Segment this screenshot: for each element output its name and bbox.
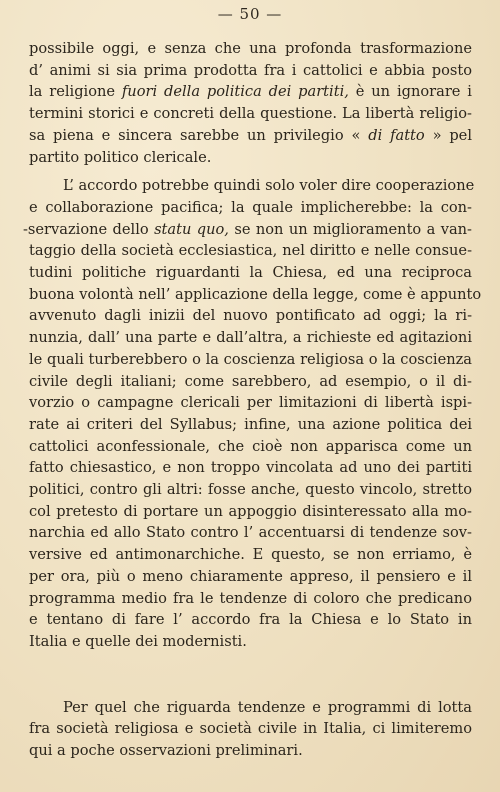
text-run: partito politico clericale. xyxy=(29,148,212,166)
text-run: possibile oggi, e senza che una profonda trasformazione xyxy=(29,40,472,57)
text-run: d’ animi si sia prima prodotta fra i cattolici e abbia posto xyxy=(29,61,472,79)
text-line xyxy=(29,392,472,414)
text-line xyxy=(29,175,475,197)
text-run: L’ accordo potrebbe quindi solo voler dire cooperazione xyxy=(63,177,475,195)
text-line xyxy=(29,197,472,219)
text-run: è un ignorare i xyxy=(348,83,472,101)
text-run: se non un miglioramento a van- xyxy=(228,220,472,238)
text-run: termini storici e concreti della questione. La libertà religio- xyxy=(29,105,472,123)
text-run: vorzio o campagne clericali per limitazioni di libertà ispi- xyxy=(29,394,472,412)
text-line xyxy=(29,544,472,566)
text-line xyxy=(29,501,472,523)
text-line xyxy=(29,305,472,327)
text-line xyxy=(29,81,472,103)
text-run: le quali turberebbero o la coscienza religiosa o la coscienza xyxy=(29,350,472,368)
text-line xyxy=(29,436,472,458)
text-line xyxy=(29,588,472,610)
text-run: e tentano di fare l’ accordo fra la Chiesa e lo Stato in xyxy=(29,611,472,629)
text-line xyxy=(29,479,472,501)
text-run: col pretesto di portare un appoggio disinteressato alla mo- xyxy=(29,502,472,520)
text-run: e collaborazione pacifica; la quale implicherebbe: la con- xyxy=(29,198,472,216)
text-line xyxy=(29,566,472,588)
text-run: narchia ed allo Stato contro l’ accentuarsi di tendenze sov- xyxy=(29,524,472,542)
text-run: fatto chiesastico, e non troppo vincolata ad uno dei partiti xyxy=(29,459,472,477)
text-run: rate ai criteri del Syllabus; infine, una azione politica dei xyxy=(29,415,472,433)
text-line xyxy=(29,240,472,262)
text-run: Per quel che riguarda tendenze e programmi di lotta xyxy=(63,698,472,716)
text-run: sa piena e sincera sarebbe un privilegio « xyxy=(29,126,369,144)
text-run: Italia e quelle dei modernisti. xyxy=(29,632,247,650)
text-run: versive ed antimonarchiche. E questo, se non erriamo, è xyxy=(29,546,472,564)
text-run: cattolici aconfessionale, che cioè non apparisca come un xyxy=(29,437,472,455)
text-line xyxy=(29,103,472,125)
text-run: tudini politiche riguardanti la Chiesa, ed una reciproca xyxy=(29,264,472,282)
text-run: avvenuto dagli inizii del nuovo pontificato ad oggi; la ri- xyxy=(29,307,472,325)
text-line xyxy=(29,371,472,393)
text-run: qui a poche osservazioni preliminari. xyxy=(29,742,303,760)
text-run: fra società religiosa e società civile in Italia, ci limiteremo xyxy=(29,720,472,738)
text-line xyxy=(29,349,472,371)
text-run: taggio della società ecclesiastica, nel diritto e nelle consue- xyxy=(29,242,472,260)
text-run: buona volontà nell’ applicazione della legge, come è appunto xyxy=(29,285,482,303)
text-run: -servazione dello xyxy=(23,220,155,238)
text-line xyxy=(23,219,472,241)
text-line xyxy=(29,327,472,349)
text-line xyxy=(29,147,472,169)
italic-phrase: statu quo, xyxy=(154,220,229,238)
italic-phrase: di fatto xyxy=(368,126,425,144)
text-run: programma medio fra le tendenze di coloro che predicano xyxy=(29,589,472,607)
page-number: — 50 — xyxy=(217,5,283,23)
text-line xyxy=(29,522,472,544)
paragraph xyxy=(29,38,472,168)
text-line xyxy=(29,697,472,719)
body-text xyxy=(23,38,482,762)
text-run: politici, contro gli altri: fosse anche, questo vincolo, stretto xyxy=(29,481,472,499)
text-line xyxy=(29,631,472,653)
text-line xyxy=(29,125,472,147)
text-line xyxy=(29,262,472,284)
paragraph xyxy=(23,175,482,652)
text-line xyxy=(29,284,482,306)
text-run: per ora, più o meno chiaramente appreso, il pensiero e il xyxy=(29,567,472,585)
text-line xyxy=(29,740,472,762)
text-line xyxy=(29,38,472,60)
paragraph xyxy=(29,697,472,762)
italic-phrase: fuori della politica dei partiti, xyxy=(121,83,349,101)
text-run: civile degli italiani; come sarebbero, ad esempio, o il di- xyxy=(29,372,472,390)
text-line xyxy=(29,60,472,82)
text-run: nunzia, dall’ una parte e dall’altra, a richieste ed agitazioni xyxy=(29,329,472,347)
text-line xyxy=(29,457,472,479)
text-line xyxy=(29,609,472,631)
text-run: la religione xyxy=(29,83,122,101)
text-line xyxy=(29,718,472,740)
text-run: » pel xyxy=(424,126,472,144)
text-line xyxy=(29,414,472,436)
